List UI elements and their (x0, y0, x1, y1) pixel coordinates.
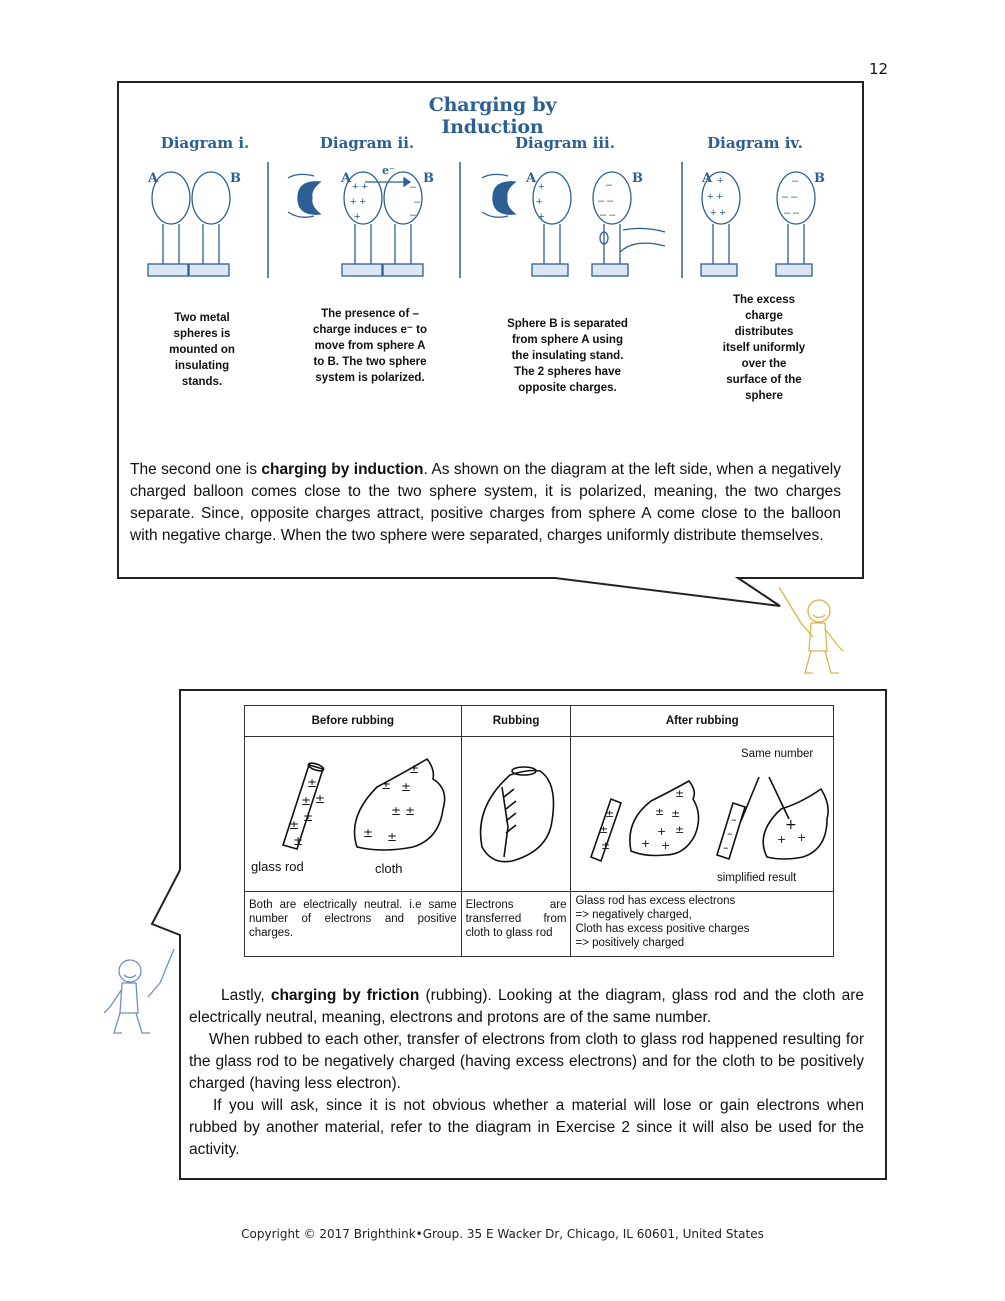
svg-text:±: ± (405, 804, 416, 818)
svg-text:–: – (410, 209, 417, 221)
text-run: Lastly, (221, 987, 271, 1004)
svg-text:+ +: + + (710, 207, 726, 219)
simplified-result-label: simplified result (717, 872, 797, 884)
svg-text:±: ± (671, 807, 681, 820)
svg-text:+: + (661, 839, 671, 852)
svg-text:±: ± (401, 780, 412, 794)
induction-diagrams (120, 160, 860, 285)
charged-rod-and-cloth-drawing (571, 737, 834, 891)
electron-label: e⁻ (382, 164, 395, 177)
diagram-iii-label: Diagram iii. (515, 134, 615, 152)
svg-text:–: – (414, 196, 421, 208)
induction-title: Charging by Induction (428, 94, 557, 138)
cloth-label: cloth (375, 861, 403, 876)
svg-text:–: – (731, 813, 737, 826)
svg-text:±: ± (381, 778, 392, 792)
svg-text:±: ± (409, 762, 420, 776)
svg-text:–: – (606, 179, 613, 191)
diagram-ii-caption: The presence of – charge induces e⁻ to move from sphere A to B. The two sphere system is polarized. (312, 308, 428, 384)
sphere-label-b: B (230, 171, 241, 186)
before-rubbing-picture (245, 737, 462, 892)
table-header: After rubbing (571, 706, 834, 737)
diagram-i-caption: Two metal spheres is mounted on insulating stands. (169, 312, 235, 388)
friction-paragraph-3: If you will ask, since it is not obvious whether a material will lose or gain electrons when rubbed by another material, refer to the diagram in Exercise 2 since it will also be used for the activity. (189, 1097, 864, 1158)
svg-text:+: + (641, 837, 651, 850)
svg-text:– –: – – (784, 207, 800, 219)
svg-text:+: + (797, 831, 807, 844)
teacher-pointing-illustration (100, 945, 180, 1037)
friction-table (244, 705, 834, 957)
friction-paragraphs (189, 985, 864, 1161)
after-rubbing-description: Glass rod has excess electrons => negatively charged, Cloth has excess positive charges => positively charged (571, 892, 834, 957)
copyright-footer: Copyright © 2017 Brighthink•Group. 35 E Wacker Dr, Chicago, IL 60601, United States (241, 1227, 764, 1241)
teacher-pointing-illustration (775, 585, 855, 677)
svg-text:+: + (657, 825, 667, 838)
rubbing-description: Electrons are transferred from cloth to glass rod (461, 892, 571, 957)
svg-text:±: ± (391, 804, 402, 818)
diagram-iii-drawing (482, 172, 665, 276)
svg-text:+ +: + + (350, 196, 366, 208)
after-rubbing-picture (571, 737, 834, 892)
sphere-label-a: A (702, 171, 713, 186)
diagram-iv-caption: The excess charge distributes itself uniformly over the surface of the sphere (722, 294, 806, 402)
svg-text:–: – (792, 175, 799, 187)
svg-text:±: ± (605, 807, 615, 820)
text-run: The second one is (130, 461, 262, 478)
svg-text:+: + (785, 817, 798, 833)
svg-text:– –: – – (600, 209, 616, 221)
sphere-label-b: B (632, 171, 643, 186)
before-rubbing-description: Both are electrically neutral. i.e same number of electrons and positive charges. (245, 892, 462, 957)
svg-text:±: ± (363, 826, 374, 840)
rubbing-drawing (462, 737, 572, 891)
svg-text:±: ± (301, 794, 312, 808)
svg-text:– –: – – (782, 191, 798, 203)
table-header: Rubbing (461, 706, 571, 737)
svg-text:±: ± (293, 834, 304, 848)
text-run: (rubbing). Looking at the diagram, glass rod and the cloth are electrically neutral, meaning, electrons and protons are of the same number. (189, 987, 865, 1026)
sphere-label-a: A (526, 171, 537, 186)
svg-text:+ +: + + (352, 181, 368, 193)
diagram-iv-drawing (701, 172, 815, 276)
friction-paragraph-1 (189, 985, 864, 1029)
svg-text:±: ± (655, 805, 665, 818)
diagram-iv-label: Diagram iv. (707, 134, 803, 152)
text-run: . As shown on the diagram at the left side, when a negatively charged balloon comes close to the two sphere system, it is polarized, meaning, the two charges separate. Since, opposite charges attract, positive charges from sphere A come close to the balloon with negative charge. When the two sphere were separated, charges uniformly distribute themselves. (130, 461, 841, 544)
svg-text:– –: – – (598, 195, 614, 207)
svg-text:±: ± (599, 823, 609, 836)
bold-term: charging by induction (261, 461, 424, 478)
induction-paragraph (130, 459, 841, 547)
svg-text:±: ± (675, 823, 685, 836)
svg-text:+: + (538, 181, 545, 193)
svg-text:–: – (727, 827, 733, 840)
diagram-ii-drawing (288, 172, 423, 276)
svg-text:±: ± (601, 839, 611, 852)
page-number: 12 (869, 60, 889, 78)
svg-text:+: + (536, 196, 543, 208)
diagram-ii-label: Diagram ii. (319, 134, 415, 152)
rubbing-picture (461, 737, 571, 892)
diagram-i-drawing (148, 172, 230, 276)
svg-text:–: – (723, 841, 729, 854)
diagram-iii-caption: Sphere B is separated from sphere A using the insulating stand. The 2 spheres have opposite charges. (507, 318, 628, 394)
glass-rod-label: glass rod (251, 859, 304, 874)
sphere-label-b: B (423, 171, 434, 186)
rod-and-cloth-drawing (245, 737, 462, 891)
svg-text:+ +: + + (707, 191, 723, 203)
svg-text:±: ± (387, 830, 398, 844)
svg-text:–: – (410, 181, 417, 193)
bold-term: charging by friction (270, 987, 420, 1004)
sphere-label-b: B (814, 171, 825, 186)
svg-text:±: ± (307, 776, 318, 790)
svg-text:+: + (717, 175, 724, 187)
svg-text:±: ± (289, 818, 300, 832)
svg-text:±: ± (675, 787, 685, 800)
table-header: Before rubbing (245, 706, 462, 737)
svg-text:+: + (354, 211, 361, 223)
diagram-i-label: Diagram i. (160, 134, 250, 152)
same-number-label: Same number (741, 748, 814, 760)
sphere-label-a: A (341, 171, 352, 186)
svg-text:±: ± (303, 810, 314, 824)
svg-text:+: + (538, 211, 545, 223)
sphere-label-a: A (148, 171, 159, 186)
svg-text:±: ± (315, 792, 326, 806)
friction-paragraph-2: When rubbed to each other, transfer of electrons from cloth to glass rod happened resulting for the glass rod to be negatively charged (having excess electrons) and for the cloth to be positively charged (having less electron). (189, 1031, 864, 1092)
svg-text:+: + (777, 833, 787, 846)
